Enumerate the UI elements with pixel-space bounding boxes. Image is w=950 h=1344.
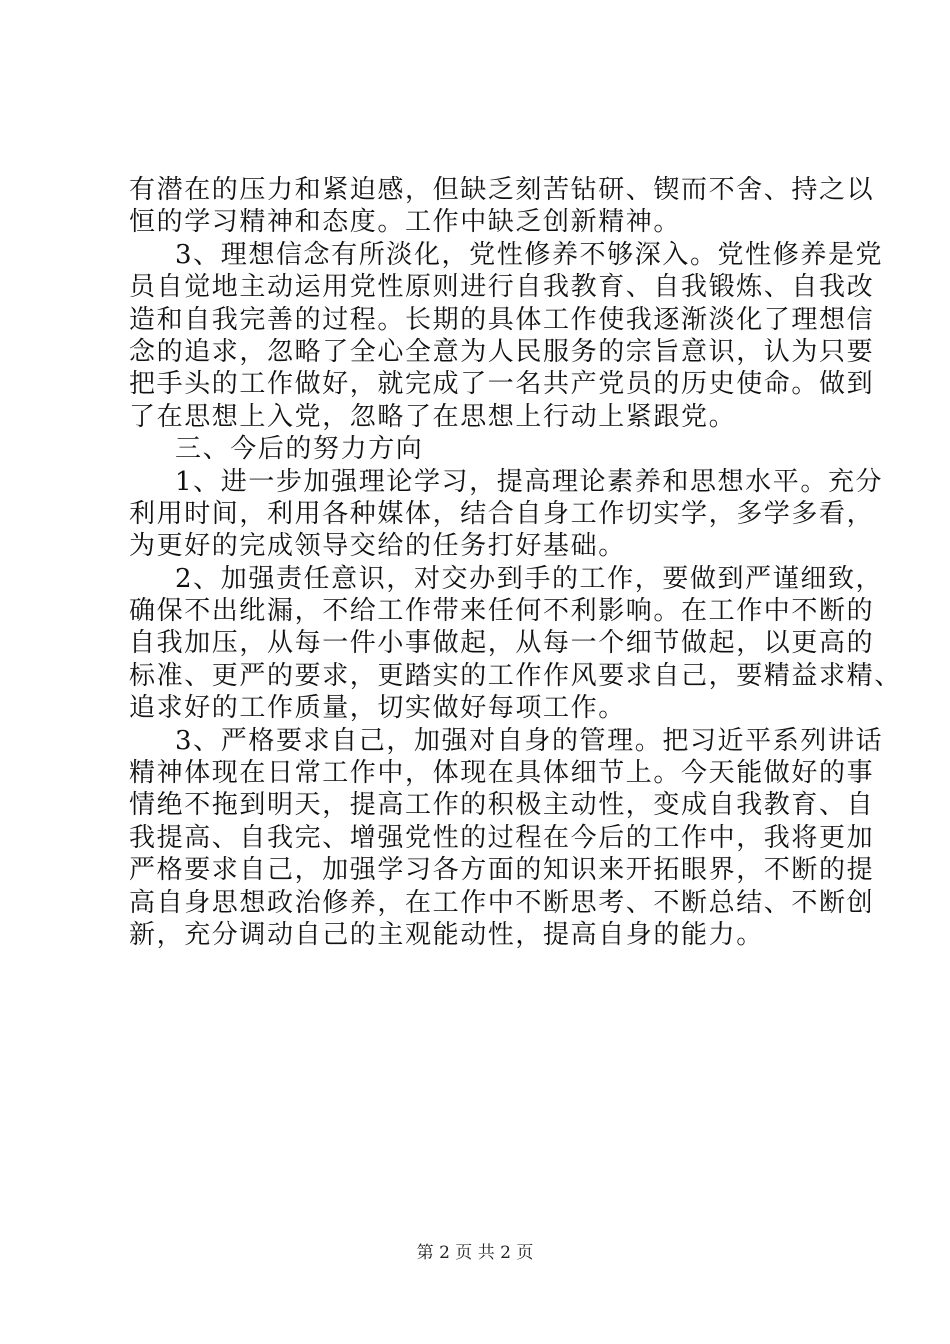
text-line: 3、理想信念有所淡化，党性修养不够深入。党性修养是党 bbox=[175, 239, 884, 270]
document-body bbox=[129, 174, 902, 951]
text-line: 为更好的完成领导交给的任务打好基础。 bbox=[129, 531, 626, 562]
text-line: 了在思想上入党，忽略了在思想上行动上紧跟党。 bbox=[129, 401, 737, 432]
text-line: 确保不出纰漏，不给工作带来任何不利影响。在工作中不断的 bbox=[129, 596, 875, 627]
text-line: 恒的学习精神和态度。工作中缺乏创新精神。 bbox=[129, 207, 682, 238]
text-line: 自我加压，从每一件小事做起，从每一个细节做起，以更高的 bbox=[129, 628, 875, 659]
text-line: 3、严格要求自己，加强对自身的管理。把习近平系列讲话 bbox=[175, 725, 884, 756]
text-line: 有潜在的压力和紧迫感，但缺乏刻苦钻研、锲而不舍、持之以 bbox=[129, 175, 875, 205]
text-line: 念的追求，忽略了全心全意为人民服务的宗旨意识，认为只要 bbox=[129, 336, 875, 367]
text-line: 把手头的工作做好，就完成了一名共产党员的历史使命。做到 bbox=[129, 369, 875, 400]
page-footer: 第 2 页 共 2 页 bbox=[416, 1243, 534, 1263]
text-line: 造和自我完善的过程。长期的具体工作使我逐渐淡化了理想信 bbox=[129, 304, 875, 335]
text-line: 1、进一步加强理论学习，提高理论素养和思想水平。充分 bbox=[175, 466, 884, 497]
text-line: 利用时间，利用各种媒体，结合自身工作切实学，多学多看， bbox=[129, 498, 875, 529]
text-line: 情绝不拖到明天，提高工作的积极主动性，变成自我教育、自 bbox=[129, 790, 875, 821]
text-line: 追求好的工作质量，切实做好每项工作。 bbox=[129, 693, 626, 724]
text-line: 三、今后的努力方向 bbox=[175, 434, 424, 465]
text-line: 员自觉地主动运用党性原则进行自我教育、自我锻炼、自我改 bbox=[129, 272, 875, 303]
text-line: 严格要求自己，加强学习各方面的知识来开拓眼界，不断的提 bbox=[129, 855, 875, 886]
text-line: 精神体现在日常工作中，体现在具体细节上。今天能做好的事 bbox=[129, 758, 875, 789]
text-line: 新，充分调动自己的主观能动性，提高自身的能力。 bbox=[129, 919, 764, 950]
text-line: 标准、更严的要求，更踏实的工作作风要求自己，要精益求精、 bbox=[129, 660, 902, 691]
text-line: 高自身思想政治修养，在工作中不断思考、不断总结、不断创 bbox=[129, 887, 875, 918]
text-line: 我提高、自我完、增强党性的过程在今后的工作中，我将更加 bbox=[129, 822, 875, 853]
text-line: 2、加强责任意识，对交办到手的工作，要做到严谨细致， bbox=[175, 563, 884, 594]
